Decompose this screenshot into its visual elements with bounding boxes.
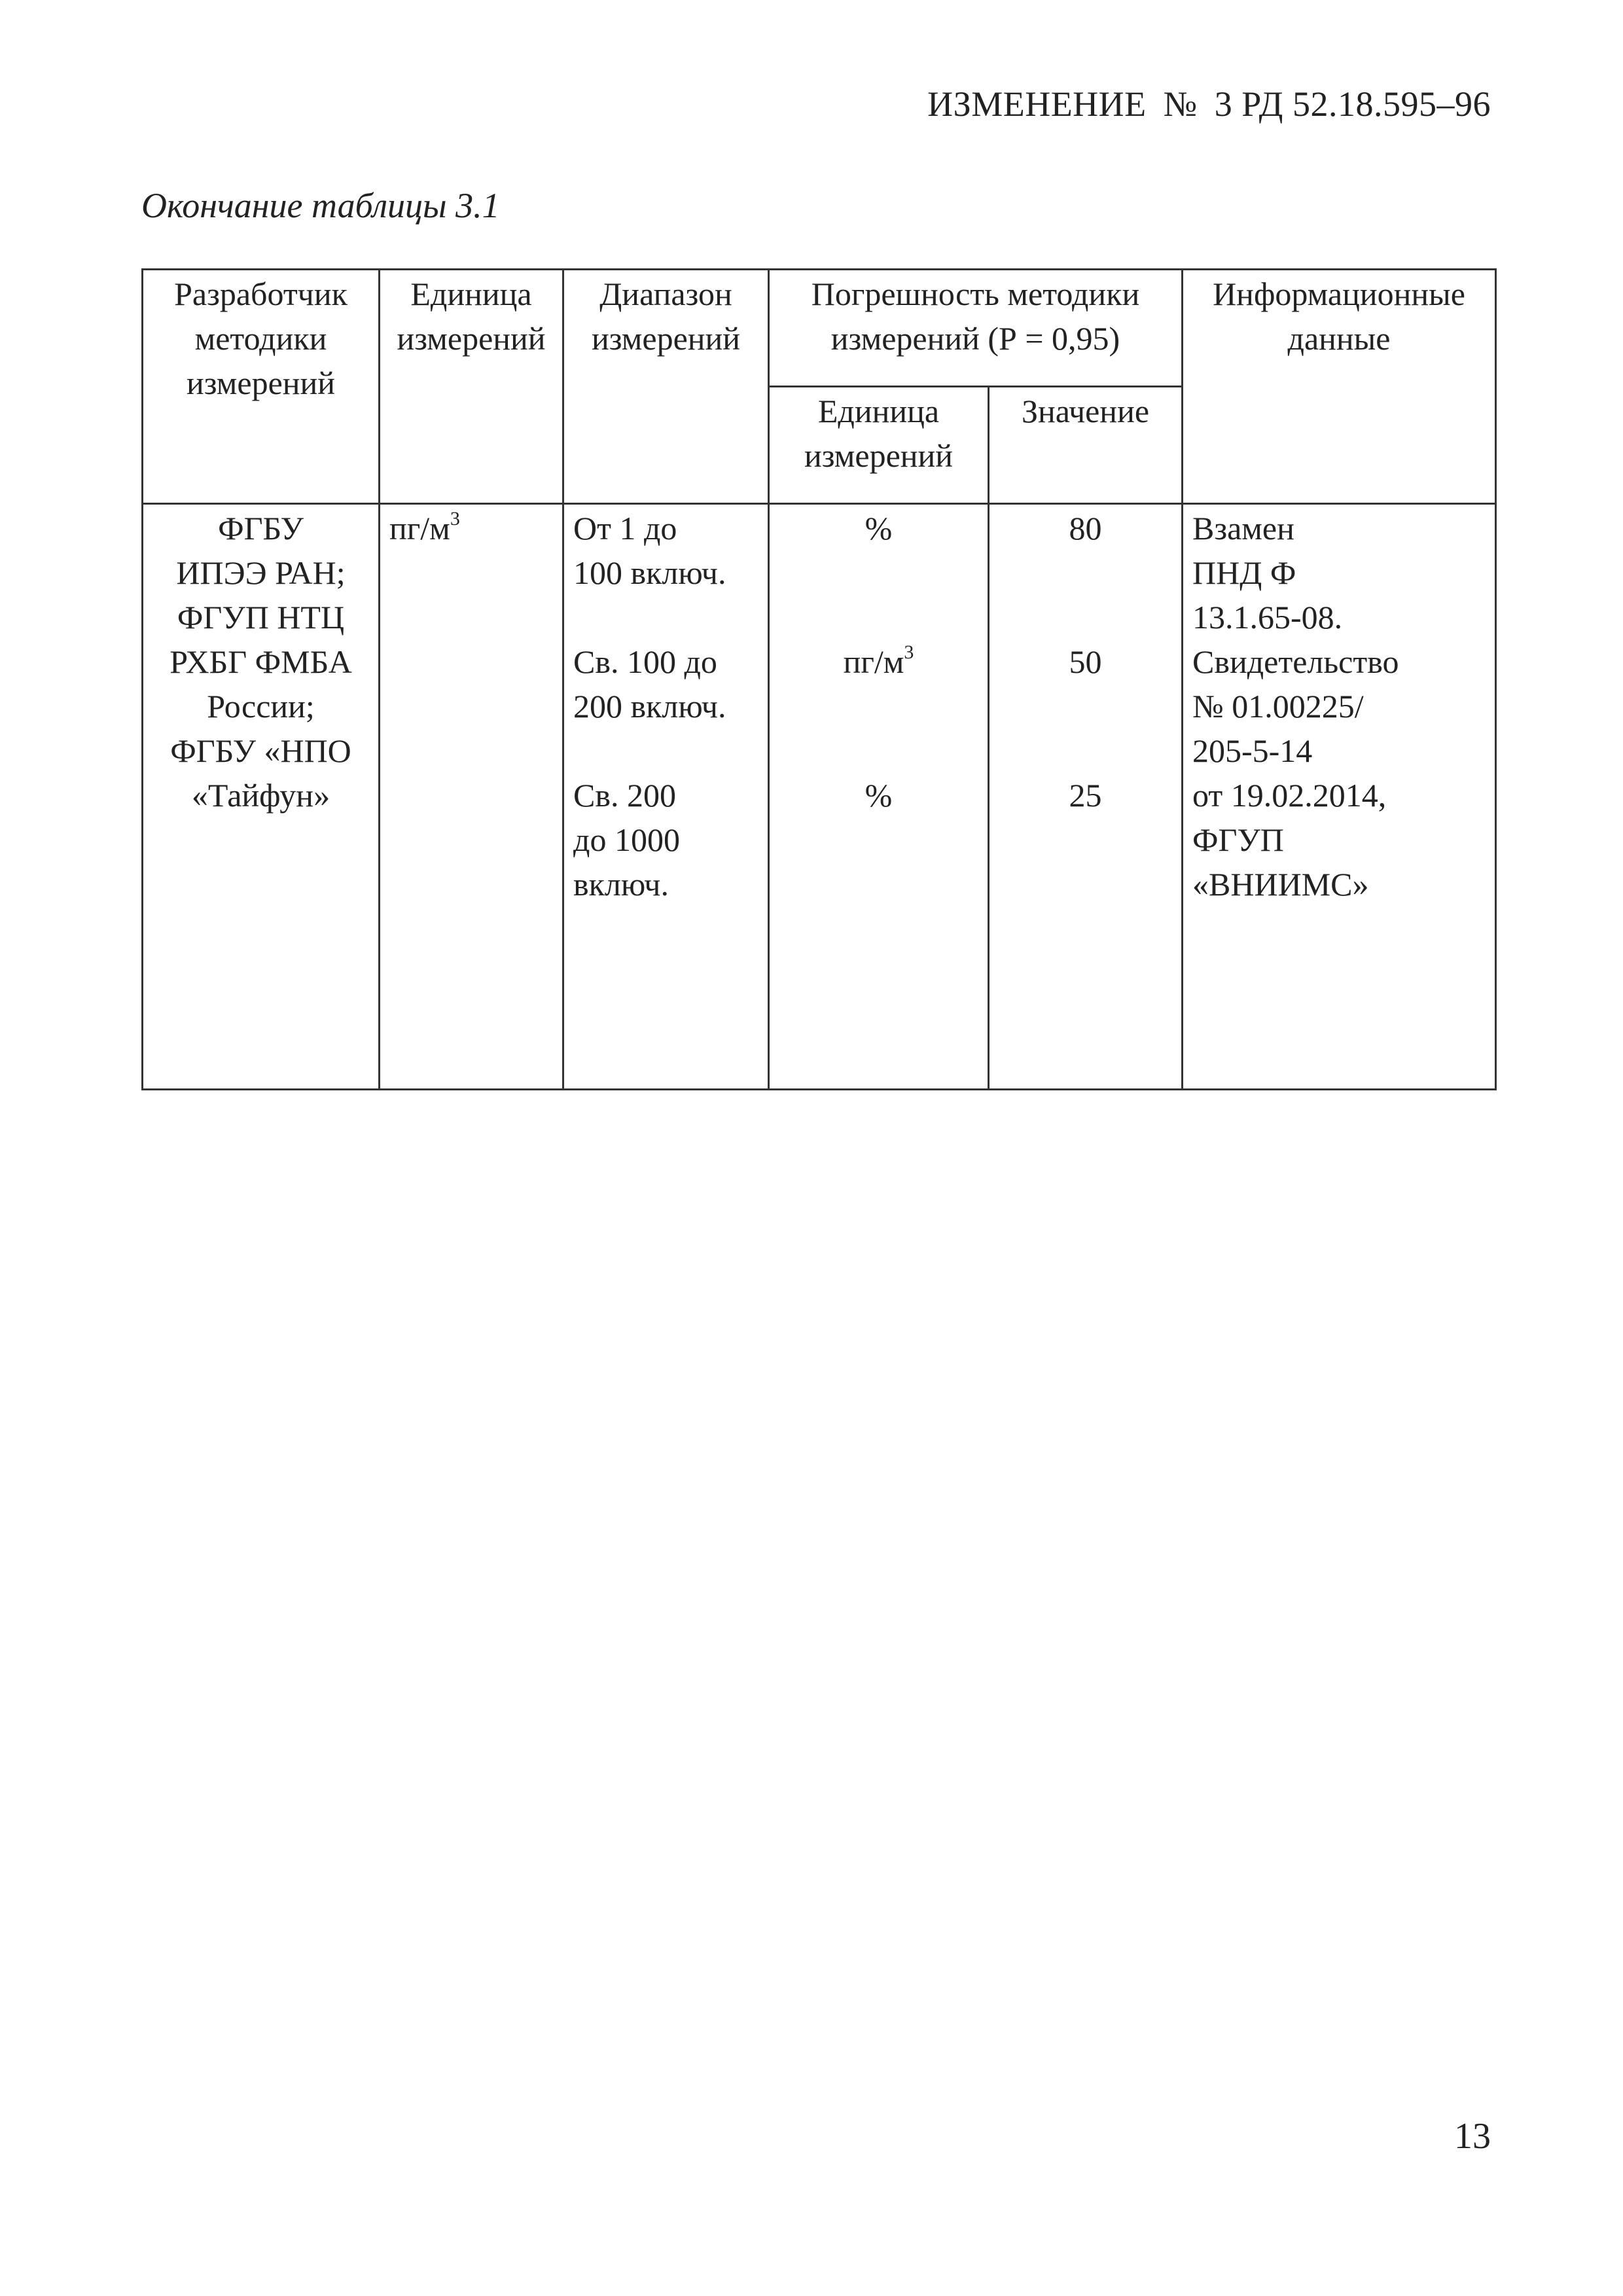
header-error-value: Значение: [989, 387, 1183, 504]
cell-info: Взамен ПНД Ф 13.1.65-08. Свидетельство № 01.00225/ 205-5-14 от 19.02.2014, ФГУП «ВНИИМС»: [1183, 504, 1496, 1090]
cell-error-value: 80 50 25: [989, 504, 1183, 1090]
header-range: Диапазон измерений: [563, 270, 769, 504]
document-header: [927, 84, 1491, 124]
table-header-row: [143, 270, 1496, 387]
header-number-sign: №: [1163, 84, 1198, 124]
cell-developer: ФГБУ ИПЭЭ РАН; ФГУП НТЦ РХБГ ФМБА России; ФГБУ «НПО «Тайфун»: [143, 504, 380, 1090]
cell-error-unit: % $пг/м^3$ %: [769, 504, 989, 1090]
header-developer: Разработчик методики измерений: [143, 270, 380, 504]
cell-range: От 1 до 100 включ. Св. 100 до 200 включ. Св. 200 до 1000 включ.: [563, 504, 769, 1090]
header-info: Информационные данные: [1183, 270, 1496, 504]
header-error: Погрешность методики измерений (Р = 0,95): [769, 270, 1183, 387]
header-document-code: РД 52.18.595–96: [1241, 84, 1491, 124]
cell-unit: $пг/м^3$: [380, 504, 563, 1090]
header-error-unit: Единица измерений: [769, 387, 989, 504]
header-label: ИЗМЕНЕНИЕ: [927, 84, 1147, 124]
table-row: [143, 504, 1496, 1090]
header-unit: Единица измерений: [380, 270, 563, 504]
header-number: 3: [1214, 84, 1233, 124]
table-caption: Окончание таблицы 3.1: [141, 186, 500, 225]
page-number: 13: [1454, 2116, 1491, 2157]
methods-table: [141, 268, 1497, 1090]
